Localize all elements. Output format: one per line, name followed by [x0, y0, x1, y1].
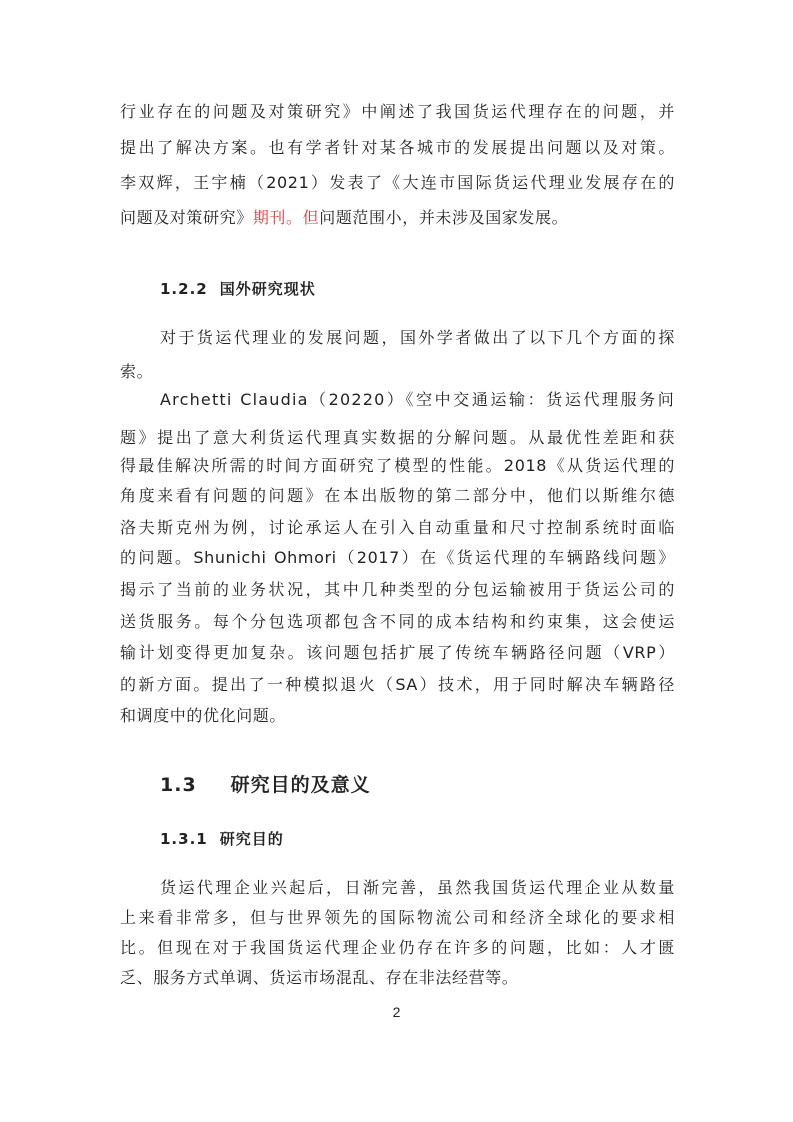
text-line: 揭示了当前的业务状况，其中几种类型的分包运输被用于货运公司的: [120, 580, 675, 599]
section-heading-1-3-1: [160, 828, 284, 849]
section-heading-1-2-2: [160, 278, 316, 299]
text-line: 得最佳解决所需的时间方面研究了模型的性能。2018《从货运代理的: [120, 456, 675, 475]
text-segment: 问题及对策研究》: [120, 208, 253, 227]
text-line: 送货服务。每个分包选项都包含不同的成本结构和约束集，这会使运: [120, 612, 675, 631]
section-number: 1.3: [160, 774, 197, 796]
text-line: 上来看非常多，但与世界领先的国际物流公司和经济全球化的要求相: [120, 908, 675, 927]
text-segment: 问题范围小，并未涉及国家发展。: [319, 208, 569, 227]
text-line: 角度来看有问题的问题》在本出版物的第二部分中，他们以斯维尔德: [120, 486, 675, 505]
text-line: 和调度中的优化问题。: [120, 706, 287, 725]
text-line: 乏、服务方式单调、货运市场混乱、存在非法经营等。: [120, 968, 519, 987]
section-heading-1-3: [160, 770, 371, 797]
text-line: 提出了解决方案。也有学者针对某各城市的发展提出问题以及对策。: [120, 138, 675, 157]
section-number: 1.2.2: [160, 280, 208, 298]
text-line: 李双辉，王宇楠（2021）发表了《大连市国际货运代理业发展存在的: [120, 173, 675, 192]
text-line: 的问题。Shunichi Ohmori（2017）在《货运代理的车辆路线问题》: [120, 548, 675, 567]
text-line: 的新方面。提出了一种模拟退火（SA）技术，用于同时解决车辆路径: [120, 675, 675, 694]
section-title: 研究目的: [219, 830, 284, 848]
section-title: 国外研究现状: [219, 280, 316, 298]
text-line: 题》提出了意大利货运代理真实数据的分解问题。从最优性差距和获: [120, 428, 675, 447]
section-number: 1.3.1: [160, 830, 208, 848]
section-title: 研究目的及意义: [230, 774, 371, 796]
text-line: 洛夫斯克州为例，讨论承运人在引入自动重量和尺寸控制系统时面临: [120, 518, 675, 537]
text-line: 行业存在的问题及对策研究》中阐述了我国货运代理存在的问题，并: [120, 102, 675, 121]
page-number: 2: [392, 1004, 401, 1020]
text-line: 索。: [120, 362, 154, 381]
text-line: 货运代理企业兴起后，日渐完善，虽然我国货运代理企业从数量: [160, 878, 675, 897]
text-line: Archetti Claudia（20220）《空中交通运输：货运代理服务问: [160, 390, 675, 409]
text-line: [120, 208, 675, 228]
text-line: 对于货运代理业的发展问题，国外学者做出了以下几个方面的探: [160, 328, 675, 347]
text-line: 比。但现在对于我国货运代理企业仍存在许多的问题，比如：人才匮: [120, 938, 675, 957]
highlighted-text: 期刊。但: [252, 208, 320, 227]
text-line: 输计划变得更加复杂。该问题包括扩展了传统车辆路径问题（VRP）: [120, 643, 675, 662]
